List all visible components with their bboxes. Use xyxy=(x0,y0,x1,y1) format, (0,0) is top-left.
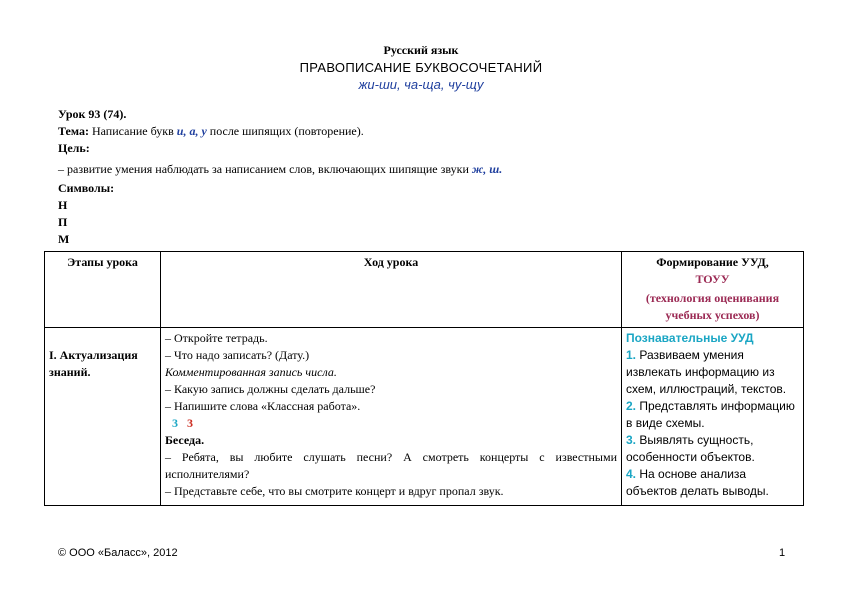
course-cell: – Откройте тетрадь. – Что надо записать? (Дату.) Комментированная запись числа. – Какую запись должны сделать дальше? – Напишите слова «Классная работа». 3 3 Беседа. – Ребята, вы любите слушать песни? А смотреть концерты с известными исполнителями? – Представьте себе, что вы смотрите концерт и вдруг пропал звук. xyxy=(161,328,622,506)
document-title: ПРАВОПИСАНИЕ БУКВОСОЧЕТАНИЙ xyxy=(299,60,543,75)
header-course: Ход урока xyxy=(161,252,622,328)
document-subtitle: жи-ши, ча-ща, чу-щу xyxy=(358,77,484,92)
copyright: © ООО «Баласс», 2012 xyxy=(58,547,178,559)
symbol-m: М xyxy=(58,232,70,246)
score-numbers: 3 3 xyxy=(172,416,193,430)
symbols-label: Символы: xyxy=(58,181,115,195)
table-header-row xyxy=(45,252,804,328)
stage-cell: I. Актуализация знаний. xyxy=(45,328,161,506)
symbol-p: П xyxy=(58,215,68,229)
header-uud: Формирование УУД, ТОУУ (технология оценивания учебных успехов) xyxy=(622,252,804,328)
lesson-table xyxy=(44,251,804,506)
subject-title: Русский язык xyxy=(383,43,459,57)
lesson-goal: – развитие умения наблюдать за написанием слов, включающих шипящие звуки ж, ш. xyxy=(58,162,503,176)
table-row xyxy=(45,328,804,506)
header-stages: Этапы урока xyxy=(45,252,161,328)
symbol-n: Н xyxy=(58,198,68,212)
page-number: 1 xyxy=(779,547,786,559)
uud-cell: Познавательные УУД 1. Развиваем умения извлекать информацию из схем, иллюстраций, текстов. 2. Представлять информацию в виде схемы. 3. Выявлять сущность, особенности объектов. 4. На основе анализа объектов делать выводы. xyxy=(622,328,804,506)
lesson-topic: Тема: Написание букв и, а, у после шипящих (повторение). xyxy=(58,124,364,138)
lesson-goal-label: Цель: xyxy=(58,141,90,155)
lesson-number: Урок 93 (74). xyxy=(58,107,127,121)
